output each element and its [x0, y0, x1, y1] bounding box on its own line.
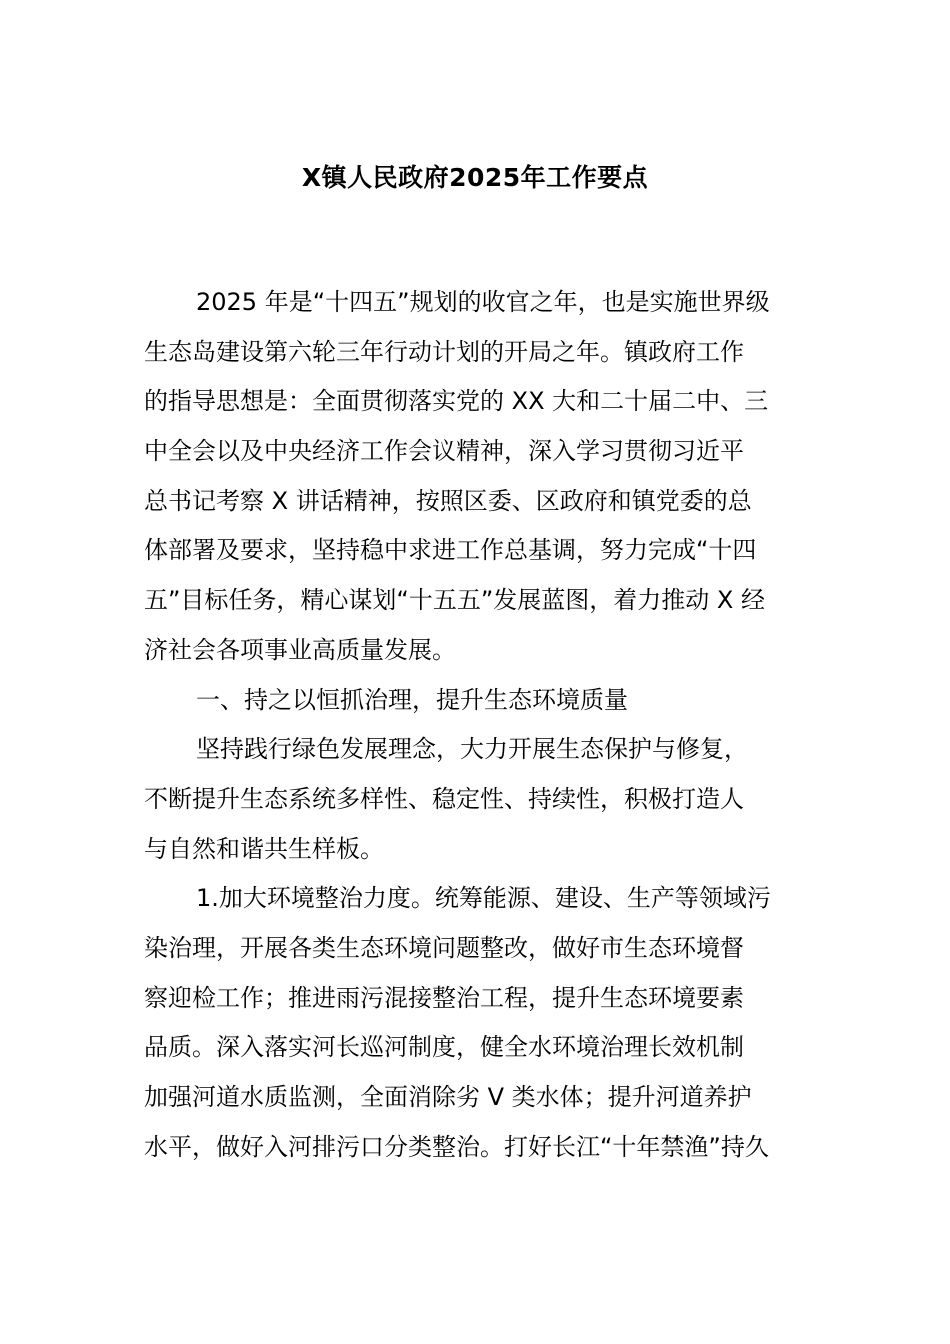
paragraph-line: 察迎检工作；推进雨污混接整治工程，提升生态环境要素 — [144, 983, 744, 1012]
paragraph-line: 染治理，开展各类生态环境问题整改，做好市生态环境督 — [144, 933, 744, 962]
paragraph-line: 与自然和谐共生样板。 — [144, 834, 384, 863]
document-body — [144, 278, 810, 1172]
paragraph-line: 五”目标任务，精心谋划“十五五”发展蓝图，着力推动 X 经 — [144, 586, 765, 615]
section-heading: 一、持之以恒抓治理，提升生态环境质量 — [196, 685, 628, 714]
paragraph-line: 济社会各项事业高质量发展。 — [144, 635, 456, 664]
document-title: X镇人民政府2025年工作要点 — [301, 163, 649, 192]
paragraph-line: 坚持践行绿色发展理念，大力开展生态保护与修复， — [196, 735, 748, 764]
paragraph-line: 的指导思想是：全面贯彻落实党的 XX 大和二十届二中、三 — [144, 387, 769, 416]
paragraph-line: 加强河道水质监测，全面消除劣 V 类水体；提升河道养护 — [144, 1083, 752, 1111]
paragraph-line: 总书记考察 X 讲话精神，按照区委、区政府和镇党委的总 — [144, 486, 752, 515]
paragraph-line: 生态岛建设第六轮三年行动计划的开局之年。镇政府工作 — [144, 337, 744, 366]
paragraph-line: 水平，做好入河排污口分类整治。打好长江“十年禁渔”持久 — [144, 1132, 769, 1161]
paragraph-line: 中全会以及中央经济工作会议精神，深入学习贯彻习近平 — [144, 437, 744, 466]
paragraph-line: 品质。深入落实河长巡河制度，健全水环境治理长效机制 — [144, 1033, 744, 1062]
paragraph-line: 2025 年是“十四五”规划的收官之年，也是实施世界级 — [196, 288, 770, 316]
paragraph-line: 体部署及要求，坚持稳中求进工作总基调，努力完成“十四 — [144, 536, 757, 565]
paragraph-line: 1.加大环境整治力度。统筹能源、建设、生产等领域污 — [196, 884, 771, 913]
paragraph-line: 不断提升生态系统多样性、稳定性、持续性，积极打造人 — [144, 784, 744, 813]
